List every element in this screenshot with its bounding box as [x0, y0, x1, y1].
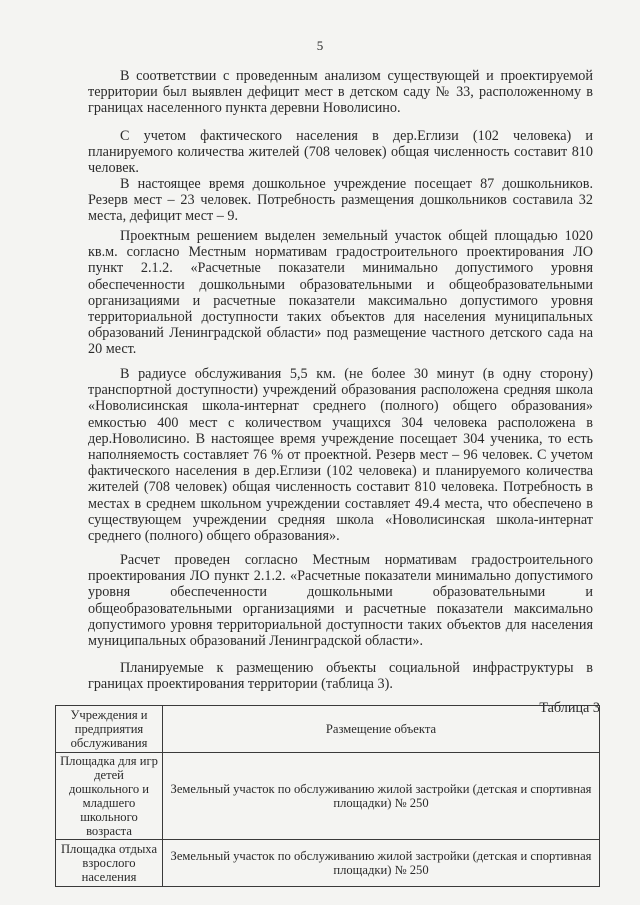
paragraph-3: В настоящее время дошкольное учреждение посещает 87 дошкольников. Резерв мест – 23 человек. Потребность размещения дошкольников составила 32 места, дефицит мест – 9. [88, 176, 593, 225]
paragraph-7: Планируемые к размещению объекты социальной инфраструктуры в границах проектирования территории (таблица 3). [88, 660, 593, 693]
paragraph-2: С учетом фактического населения в дер.Еглизи (102 человека) и планируемого количества жителей (708 человек) общая численность составит 810 человек. [88, 128, 593, 177]
page-number: 5 [316, 38, 324, 53]
paragraph-6: Расчет проведен согласно Местным нормативам градостроительного проектирования ЛО пункт 2.1.2. «Расчетные показатели минимально допустимого уровня обеспеченности дошкольными образовательными и общеобразовательными организациями и расчетные показатели максимально допустимого уровня территориальной доступности таких объектов для населения муниципальных образований Ленинградской области». [88, 552, 593, 650]
table-cell: Площадка для игр детей дошкольного и младшего школьного возраста [56, 753, 163, 840]
table-header-cell: Учреждения и предприятия обслуживания [56, 706, 163, 753]
table-header-cell: Размещение объекта [163, 706, 600, 753]
paragraph-4: Проектным решением выделен земельный участок общей площадью 1020 кв.м. согласно Местным нормативам градостроительного проектирования ЛО пункт 2.1.2. «Расчетные показатели минимально допустимого уровня обеспеченности дошкольными образовательными и общеобразовательными организациями и расчетные показатели максимально допустимого уровня территориальной доступности таких объектов для населения муниципальных образований Ленинградской области» под размещение частного детского сада на 20 мест. [88, 228, 593, 358]
table-row [56, 753, 600, 840]
services-table [55, 705, 600, 887]
table-cell: Земельный участок по обслуживанию жилой застройки (детская и спортивная площадки) № 250 [163, 753, 600, 840]
table-title: Таблица 3 [539, 700, 600, 716]
table-cell: Площадка отдыха взрослого населения [56, 840, 163, 887]
paragraph-5: В радиусе обслуживания 5,5 км. (не более 30 минут (в одну сторону) транспортной доступности) учреждений образования расположена средняя школа «Новолисинская школа-интернат среднего (полного) общего образования» емкостью 400 мест с количеством учащихся 304 человека расположена в дер.Новолисино. В настоящее время учреждение посещает 304 ученика, то есть наполняемость составляет 76 % от проектной. Резерв мест – 96 человек. С учетом фактического населения в дер.Еглизи (102 человека) и планируемого количества жителей (708 человек) общая численность составит 810 человека. Потребность в местах в среднем школьном учреждении составляет 49.4 места, что обеспечено в существующем учреждении средняя школа «Новолисинская школа-интернат среднего (полного) общего образования». [88, 366, 593, 545]
paragraph-1: В соответствии с проведенным анализом существующей и проектируемой территории был выявлен дефицит мест в детском саду № 33, расположенному в границах населенного пункта деревни Новолисино. [88, 68, 593, 117]
table-cell: Земельный участок по обслуживанию жилой застройки (детская и спортивная площадки) № 250 [163, 840, 600, 887]
table-header-row [56, 706, 600, 753]
table-row [56, 840, 600, 887]
